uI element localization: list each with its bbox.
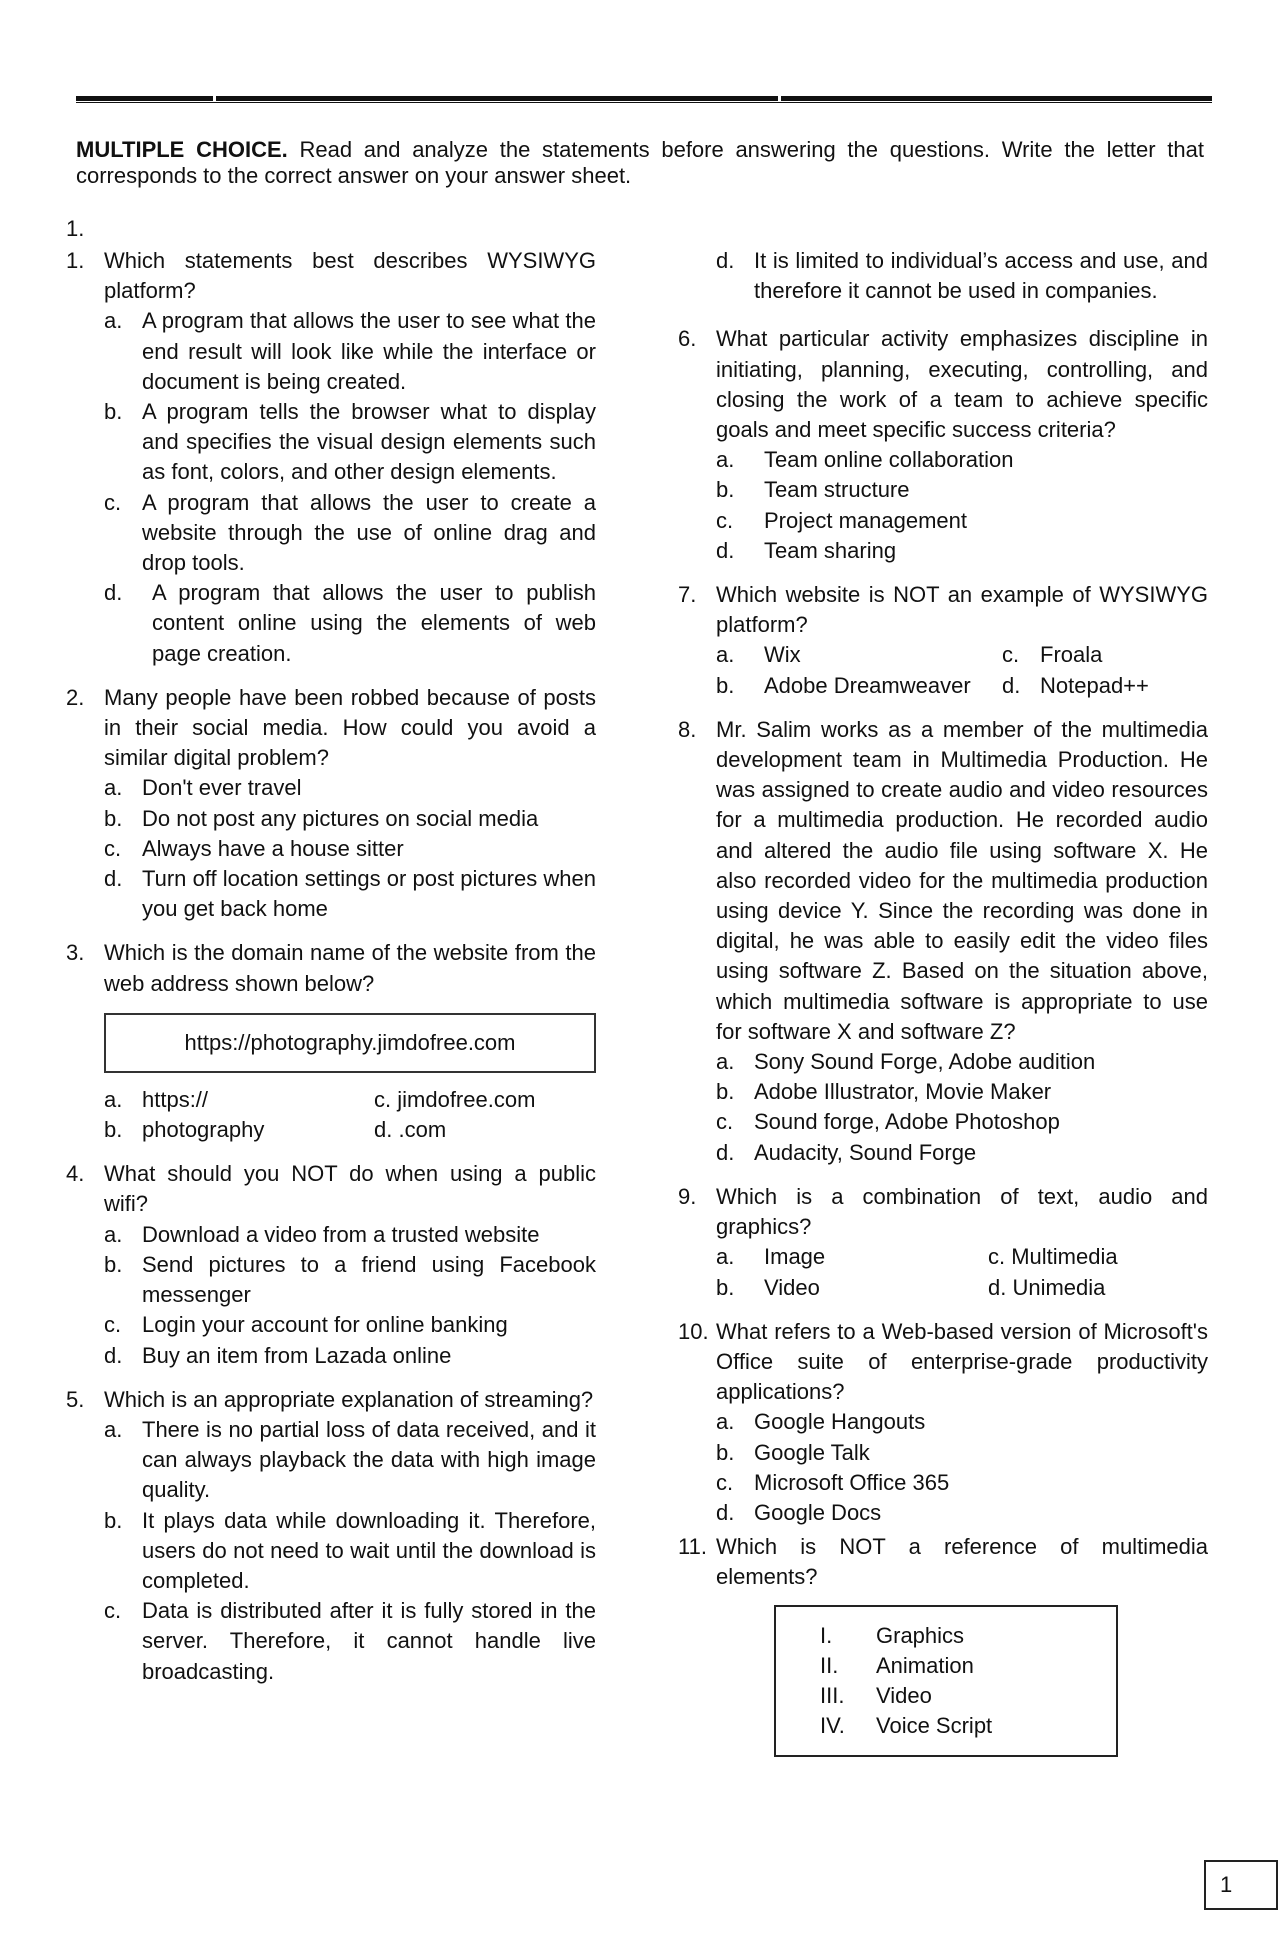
option-c: c. Multimedia <box>988 1244 1118 1270</box>
question-text: What should you NOT do when using a public wifi? <box>104 1161 596 1217</box>
question-number: 11. <box>678 1534 707 1560</box>
option-c: c. Froala <box>1002 642 1103 668</box>
instructions <box>76 137 1204 189</box>
option-b: b. photography <box>104 1117 265 1143</box>
option-b: b. It plays data while downloading it. Therefore, users do not need to wait until the download is completed. <box>104 1507 596 1593</box>
reference-item: IV. Voice Script <box>820 1713 993 1739</box>
question-7 <box>678 580 1208 701</box>
option-a: a. Download a video from a trusted website <box>104 1221 540 1247</box>
question-2 <box>66 683 596 925</box>
question-number: 9. <box>678 1183 697 1209</box>
question-number: 7. <box>678 582 697 608</box>
option-b: b. Team structure <box>716 477 910 503</box>
question-11 <box>678 1532 1208 1757</box>
option-c: c. Always have a house sitter <box>104 835 404 861</box>
option-b: b. Google Talk <box>716 1439 870 1465</box>
question-number: 10. <box>678 1318 709 1344</box>
option-b: b. A program tells the browser what to display and specifies the visual design elements such as font, colors, and other design elements. <box>104 399 596 485</box>
question-4 <box>66 1159 596 1370</box>
option-a: a. There is no partial loss of data received, and it can always playback the data with high image quality. <box>104 1416 596 1503</box>
question-3 <box>66 938 596 1145</box>
url-text: https://photography.jimdofree.com <box>184 1029 516 1055</box>
question-number: 1. <box>66 248 85 273</box>
question-1 <box>66 246 596 669</box>
option-b: b. Adobe Illustrator, Movie Maker <box>716 1079 1052 1105</box>
question-text: Which is the domain name of the website from the web address shown below? <box>104 940 596 996</box>
option-d: d. A program that allows the user to publish content online using the elements of web page creation. <box>104 580 596 666</box>
option-d: d. .com <box>374 1117 447 1143</box>
option-a: a. A program that allows the user to see what the end result will look like while the interface or document is being created. <box>104 308 596 394</box>
question-text: Which is a combination of text, audio and graphics? <box>716 1183 1208 1240</box>
reference-item: I. Graphics <box>820 1622 965 1648</box>
question-text: Mr. Salim works as a member of the multimedia development team in Multimedia Production. He was assigned to create audio and video resources for a multimedia production. He recorded audio and altered the audio file using software X. He also recorded video for the multimedia production using device Y. Since the recording was done in digital, he was able to easily edit the video files using software Z. Based on the situation above, which multimedia software is appropriate to use for software X and software Z? <box>716 716 1208 1044</box>
instructions-text: Read and analyze the statements before answering the questions. Write the letter that corresponds to the correct answer on your answer sheet. <box>76 137 1204 188</box>
question-text: What particular activity emphasizes discipline in initiating, planning, executing, controlling, and closing the work of a team to achieve specific goals and meet specific success criteria? <box>716 326 1208 443</box>
option-c: c. Login your account for online banking <box>104 1312 508 1338</box>
reference-item: III. Video <box>820 1682 932 1708</box>
option-d: d. Team sharing <box>716 537 897 563</box>
question-text: Which is an appropriate explanation of streaming? <box>104 1386 594 1412</box>
question-9 <box>678 1182 1208 1303</box>
question-text: Which is NOT a reference of multimedia elements? <box>716 1534 1208 1590</box>
option-a: a. Don't ever travel <box>104 775 302 801</box>
option-d: d. Unimedia <box>988 1274 1106 1300</box>
page-number-text: 1 <box>1220 1872 1233 1897</box>
question-10 <box>678 1317 1208 1528</box>
option-b: b. Do not post any pictures on social media <box>104 805 539 831</box>
option-b: b. Video <box>716 1274 820 1300</box>
reference-box <box>774 1605 1118 1758</box>
option-a: a. Team online collaboration <box>716 447 1014 473</box>
option-a: a. Google Hangouts <box>716 1409 926 1435</box>
option-d: d. Turn off location settings or post pictures when you get back home <box>104 866 596 922</box>
question-text: Which statements best describes WYSIWYG platform? <box>104 248 596 304</box>
option-a: a. Sony Sound Forge, Adobe audition <box>716 1049 1096 1075</box>
question-number: 6. <box>678 326 697 352</box>
question-text: What refers to a Web-based version of Microsoft's Office suite of enterprise-grade productivity applications? <box>716 1318 1208 1405</box>
option-a: a. Image <box>716 1244 826 1270</box>
question-number: 2. <box>66 684 85 710</box>
option-b: b. Adobe Dreamweaver <box>716 672 971 698</box>
right-column <box>678 246 1208 1771</box>
left-column <box>66 246 596 1701</box>
option-d: d. It is limited to individual’s access and use, and therefore it cannot be used in companies. <box>716 248 1208 304</box>
question-5-continued <box>678 246 1208 306</box>
option-d: d. Notepad++ <box>1002 672 1149 698</box>
stray-number: 1. <box>66 216 85 241</box>
instructions-heading: MULTIPLE CHOICE. <box>76 137 288 162</box>
question-text: Many people have been robbed because of posts in their social media. How could you avoid a similar digital problem? <box>104 684 596 771</box>
question-number: 4. <box>66 1161 85 1187</box>
option-c: c. Project management <box>716 507 967 533</box>
option-c: c. Data is distributed after it is fully stored in the server. Therefore, it cannot handle live broadcasting. <box>104 1598 596 1684</box>
question-5 <box>66 1385 596 1687</box>
option-d: d. Audacity, Sound Forge <box>716 1139 977 1165</box>
question-number: 5. <box>66 1386 85 1412</box>
option-a: a. Wix <box>716 642 801 668</box>
option-a: a. https:// <box>104 1086 209 1112</box>
header-rule <box>76 96 1212 103</box>
page-number <box>1204 1860 1278 1910</box>
option-c: c. A program that allows the user to create a website through the use of online drag and drop tools. <box>104 489 596 576</box>
question-number: 8. <box>678 716 697 742</box>
question-6 <box>678 324 1208 566</box>
option-c: c. Sound forge, Adobe Photoshop <box>716 1109 1060 1135</box>
option-c: c. Microsoft Office 365 <box>716 1469 950 1495</box>
question-text: Which website is NOT an example of WYSIWYG platform? <box>716 582 1208 638</box>
reference-item: II. Animation <box>820 1652 974 1678</box>
option-d: d. Buy an item from Lazada online <box>104 1342 452 1368</box>
question-number: 3. <box>66 940 85 966</box>
option-c: c. jimdofree.com <box>374 1086 536 1112</box>
url-box <box>104 1013 596 1073</box>
option-d: d. Google Docs <box>716 1499 882 1525</box>
question-8 <box>678 715 1208 1168</box>
option-b: b. Send pictures to a friend using Facebook messenger <box>104 1251 596 1308</box>
